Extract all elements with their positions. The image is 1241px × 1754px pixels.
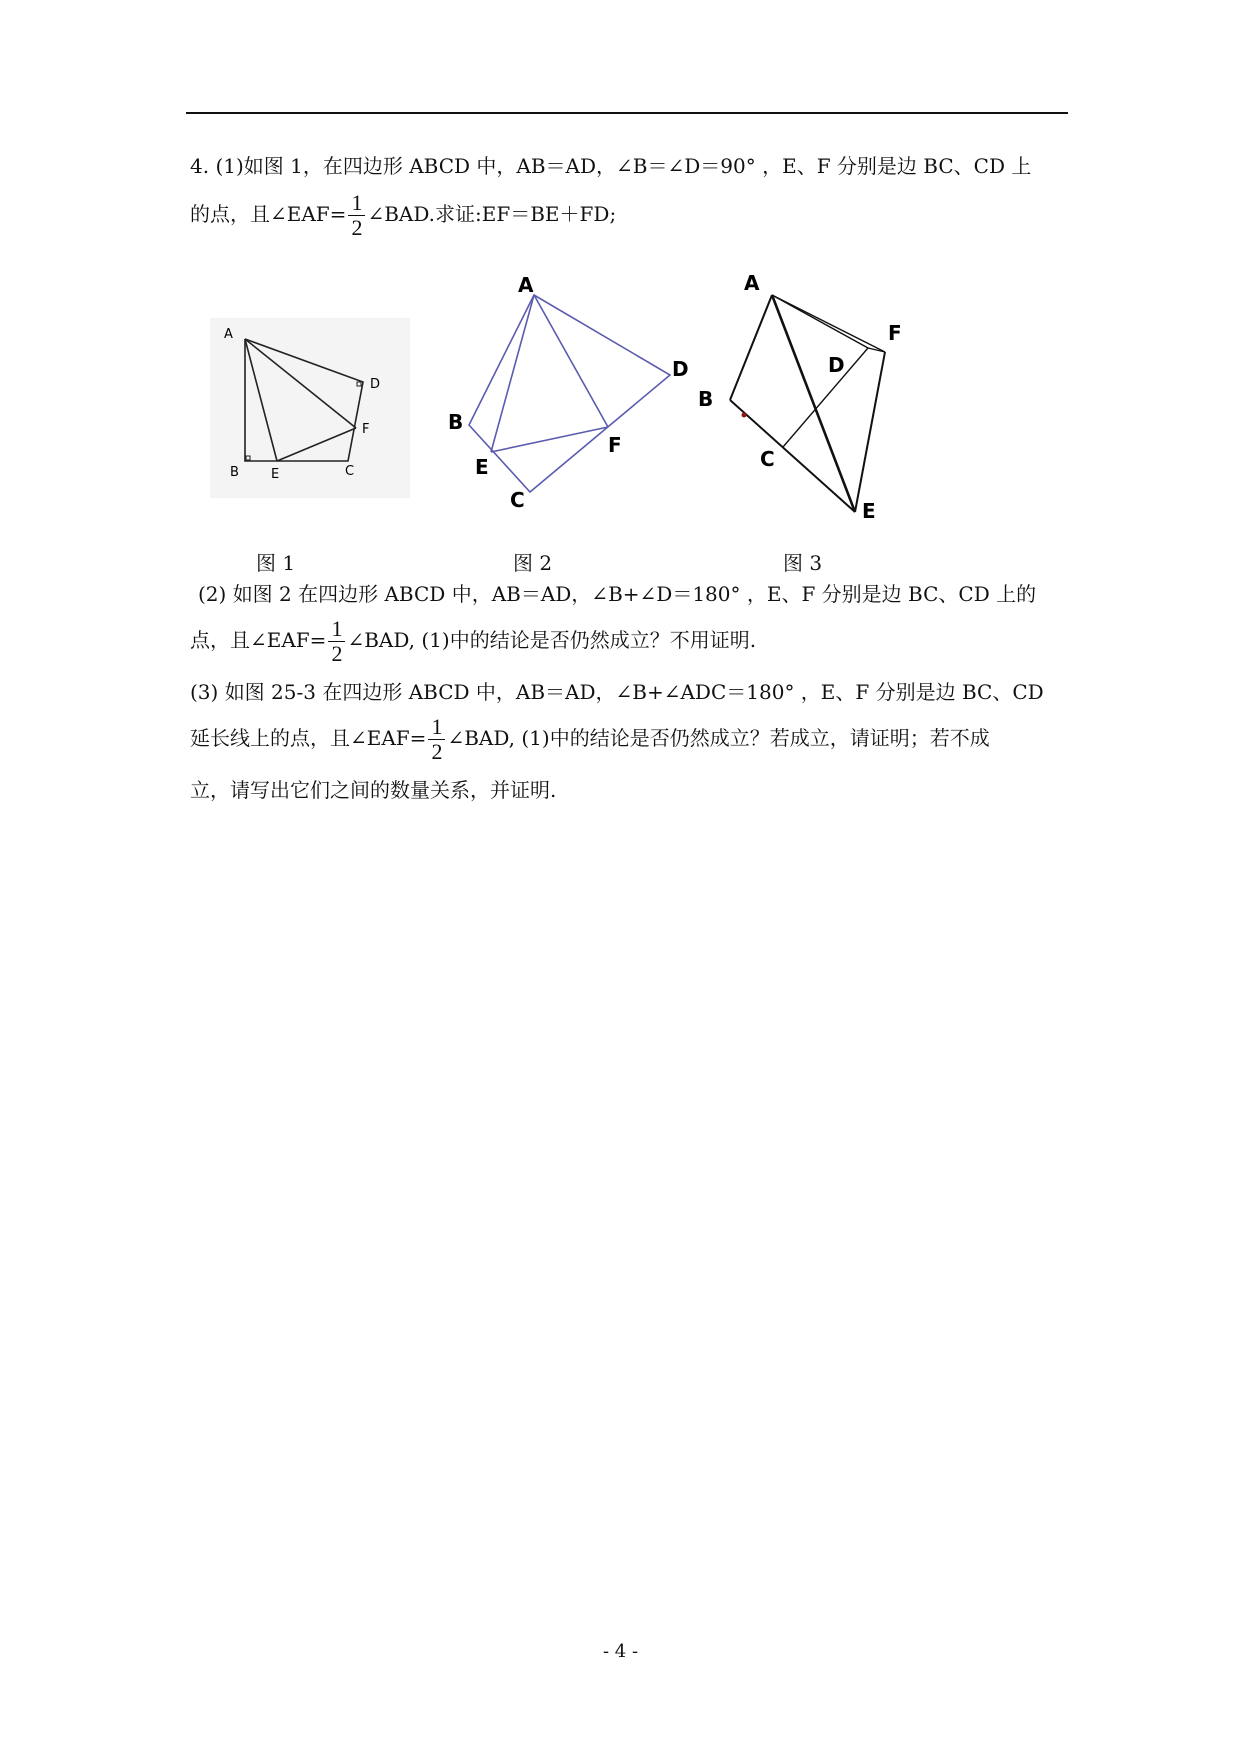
problem-3-line-2-pre: 延长线上的点，且∠EAF=: [190, 726, 427, 750]
fraction-denominator: 2: [331, 641, 343, 666]
problem-3-line-1: (3) 如图 25-3 在四边形 ABCD 中，AB＝AD，∠B+∠ADC＝180° ，E、F 分别是边 BC、CD: [190, 680, 1044, 704]
figure-3-label-e: E: [862, 499, 876, 523]
page-number: - 4 -: [602, 1641, 639, 1662]
figure-2-label-d: D: [672, 357, 689, 381]
problem-2-line-1: (2) 如图 2 在四边形 ABCD 中，AB＝AD，∠B+∠D＝180° ，E、F 分别是边 BC、CD 上的: [198, 582, 1037, 606]
problem-3-line-2: [190, 712, 990, 764]
problem-1-line-2-post: ∠BAD.求证:EF＝BE＋FD;: [367, 202, 617, 226]
header-rule: [186, 112, 1068, 114]
figure-2-label-f: F: [608, 433, 622, 457]
fraction-one-half: [428, 715, 445, 764]
fraction-numerator: 1: [428, 715, 445, 740]
figure-3: [690, 260, 930, 530]
problem-1-line-2: [190, 190, 616, 240]
figure-2-label-e: E: [475, 455, 489, 479]
figure-3-label-f: F: [888, 321, 902, 345]
figure-1: [210, 318, 410, 498]
figure-1-label-c: C: [345, 464, 355, 479]
figure-2-label-b: B: [448, 410, 464, 434]
figure-1-label-f: F: [362, 422, 370, 437]
figure-3-label-c: C: [760, 447, 775, 471]
fraction-one-half: [348, 191, 365, 240]
figure-3-marker-dot: [742, 413, 747, 418]
fraction-one-half: [328, 617, 345, 666]
problem-2-line-2-pre: 点，且∠EAF=: [190, 628, 327, 652]
figure-2-label-a: A: [518, 273, 534, 297]
problem-1-line-2-pre: 的点，且∠EAF=: [190, 202, 347, 226]
figure-1-caption: 图 1: [256, 551, 296, 575]
problem-1-line-1: 4. (1)如图 1，在四边形 ABCD 中，AB＝AD，∠B＝∠D＝90° ，E、F 分别是边 BC、CD 上: [190, 154, 1032, 178]
figure-1-label-a: A: [224, 327, 233, 342]
fraction-denominator: 2: [431, 739, 443, 764]
figure-2-lines: [469, 295, 670, 492]
figure-1-label-e: E: [271, 467, 280, 482]
figure-1-background: [210, 318, 410, 498]
figure-3-label-a: A: [744, 271, 760, 295]
figure-3-caption: 图 3: [783, 551, 823, 575]
figure-3-lines: [730, 295, 885, 512]
fraction-numerator: 1: [328, 617, 345, 642]
problem-3-line-2-post: ∠BAD, (1)中的结论是否仍然成立？若成立，请证明；若不成: [447, 726, 990, 750]
fraction-denominator: 2: [351, 215, 363, 240]
figure-3-label-d: D: [828, 353, 845, 377]
figure-1-label-b: B: [230, 465, 239, 480]
problem-2-line-2-post: ∠BAD, (1)中的结论是否仍然成立？不用证明.: [347, 628, 757, 652]
figure-3-label-b: B: [698, 387, 714, 411]
figure-1-label-d: D: [370, 377, 381, 392]
figure-2-caption: 图 2: [513, 551, 553, 575]
fraction-numerator: 1: [348, 191, 365, 216]
problem-3-line-3: 立，请写出它们之间的数量关系，并证明.: [190, 778, 557, 802]
figure-2: [440, 270, 700, 520]
problem-2-line-2: [190, 614, 756, 666]
figure-2-label-c: C: [510, 488, 525, 512]
